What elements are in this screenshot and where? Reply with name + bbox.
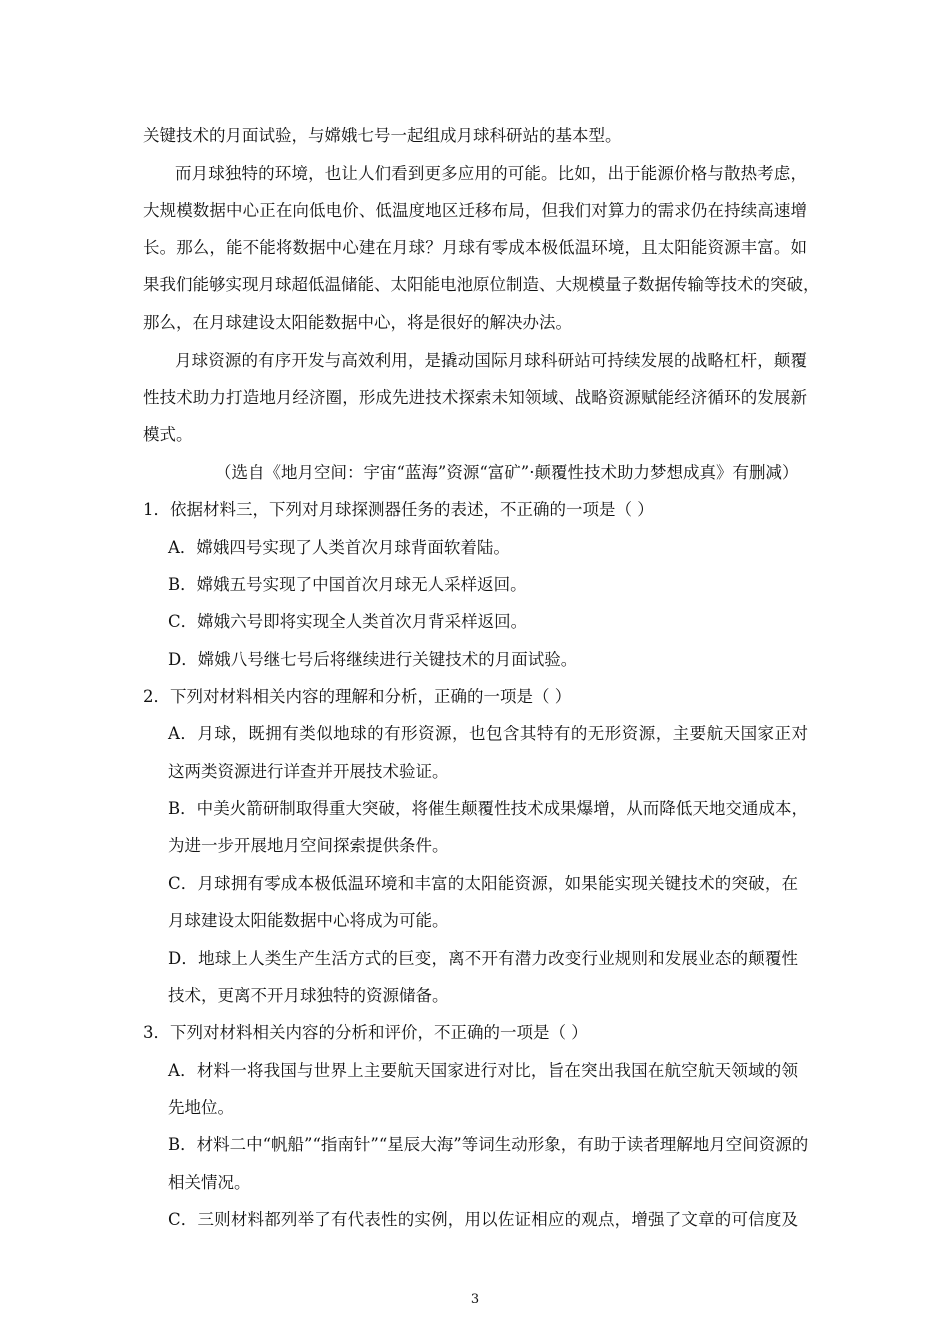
question-stem: 2．下列对材料相关内容的理解和分析，正确的一项是（ ） (143, 687, 572, 706)
option-d: D．嫦娥八号继七号后将继续进行关键技术的月面试验。 (168, 650, 578, 669)
passage-line: 大规模数据中心正在向低电价、低温度地区迁移布局，但我们对算力的需求仍在持续高速增 (143, 201, 807, 220)
option-c: C．三则材料都列举了有代表性的实例，用以佐证相应的观点，增强了文章的可信度及 (168, 1210, 798, 1229)
option-a: A．材料一将我国与世界上主要航天国家进行对比，旨在突出我国在航空航天领域的领 (168, 1061, 798, 1080)
passage-line: 果我们能够实现月球超低温储能、太阳能电池原位制造、大规模量子数据传输等技术的突破， (143, 275, 820, 294)
option-a: A．月球，既拥有类似地球的有形资源，也包含其特有的无形资源，主要航天国家正对 (168, 724, 808, 743)
option-a-cont: 先地位。 (168, 1098, 234, 1117)
option-c-cont: 月球建设太阳能数据中心将成为可能。 (168, 911, 449, 930)
option-b: B．中美火箭研制取得重大突破，将催生颠覆性技术成果爆增，从而降低天地交通成本， (168, 799, 808, 818)
page-number: 3 (470, 1292, 480, 1307)
option-b-cont: 为进一步开展地月空间探索提供条件。 (168, 836, 449, 855)
passage-line: 关键技术的月面试验，与嫦娥七号一起组成月球科研站的基本型。 (143, 126, 622, 145)
question-stem: 3．下列对材料相关内容的分析和评价，不正确的一项是（ ） (143, 1023, 588, 1042)
option-d: D．地球上人类生产生活方式的巨变，离不开有潜力改变行业规则和发展业态的颠覆性 (168, 949, 798, 968)
option-c: C．嫦娥六号即将实现全人类首次月背采样返回。 (168, 612, 528, 631)
option-a-cont: 这两类资源进行详查并开展技术验证。 (168, 762, 449, 781)
passage-line: 模式。 (143, 425, 193, 444)
option-b: B．嫦娥五号实现了中国首次月球无人采样返回。 (168, 575, 527, 594)
passage-line: 月球资源的有序开发与高效利用，是撬动国际月球科研站可持续发展的战略杠杆，颠覆 (175, 351, 807, 370)
question-stem: 1．依据材料三，下列对月球探测器任务的表述，不正确的一项是（ ） (143, 500, 654, 519)
passage-line: 而月球独特的环境，也让人们看到更多应用的可能。比如，出于能源价格与散热考虑， (175, 164, 807, 183)
option-c: C．月球拥有零成本极低温环境和丰富的太阳能资源，如果能实现关键技术的突破，在 (168, 874, 798, 893)
option-b: B．材料二中“帆船”“指南针”“星辰大海”等词生动形象，有助于读者理解地月空间资源的 (168, 1135, 809, 1154)
passage-line: 性技术助力打造地月经济圈，形成先进技术探索未知领域、战略资源赋能经济循环的发展新 (143, 388, 807, 407)
passage-line: 那么，在月球建设太阳能数据中心，将是很好的解决办法。 (143, 313, 572, 332)
option-d-cont: 技术，更离不开月球独特的资源储备。 (168, 986, 449, 1005)
passage-line: 长。那么，能不能将数据中心建在月球？月球有零成本极低温环境，且太阳能资源丰富。如 (143, 238, 807, 257)
option-b-cont: 相关情况。 (168, 1173, 251, 1192)
source-citation: （选自《地月空间：宇宙“蓝海”资源“富矿”·颠覆性技术助力梦想成真》有删减） (215, 463, 799, 482)
option-a: A．嫦娥四号实现了人类首次月球背面软着陆。 (168, 538, 510, 557)
